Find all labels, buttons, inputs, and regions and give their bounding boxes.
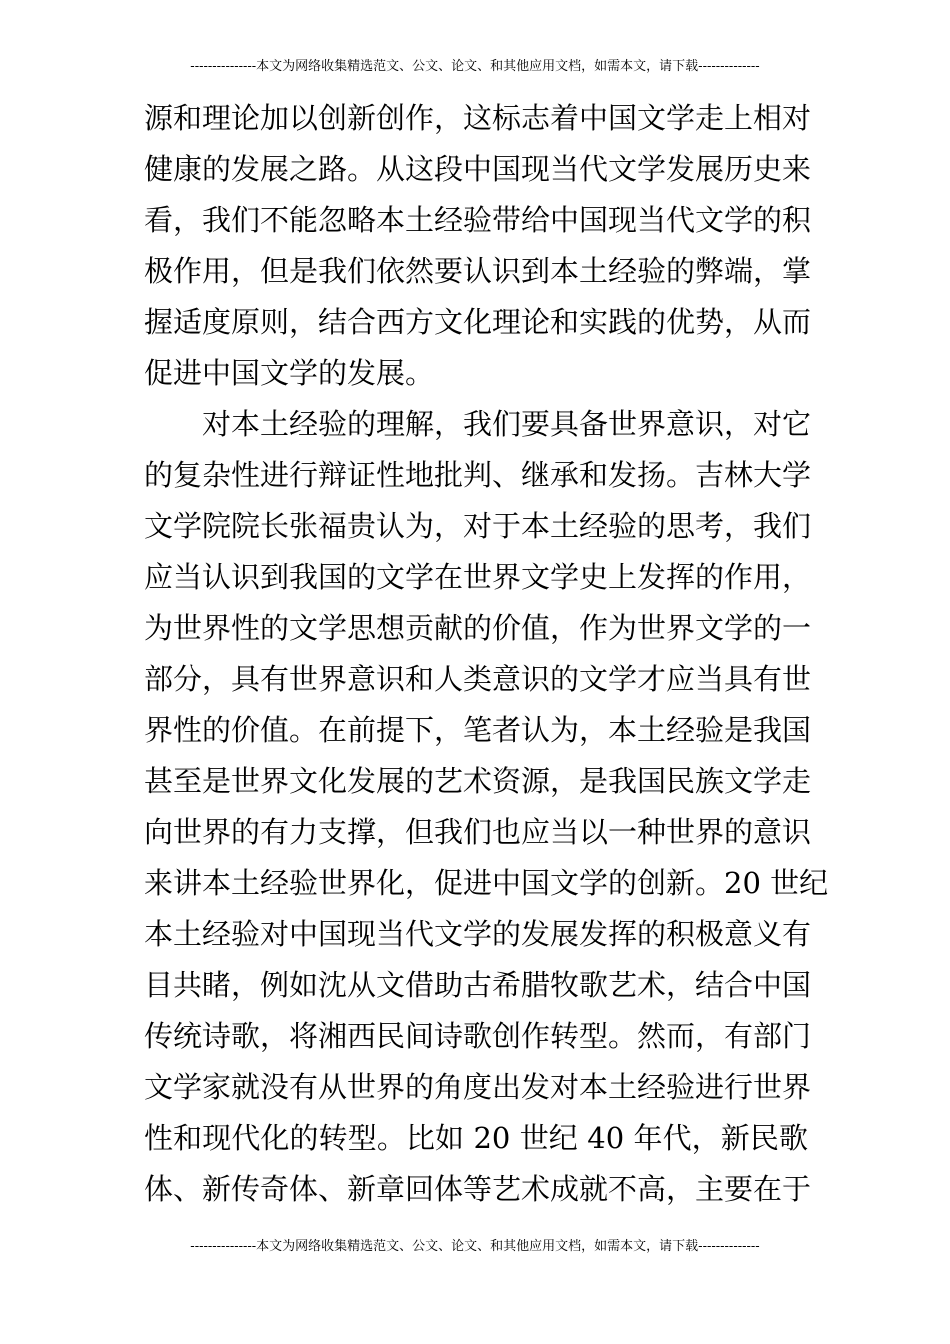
text-line: 对本土经验的理解，我们要具备世界意识，对它 — [202, 407, 812, 441]
text-line: 握适度原则，结合西方文化理论和实践的优势，从而 — [144, 305, 812, 339]
text-line: 应当认识到我国的文学在世界文学史上发挥的作用， — [144, 560, 812, 594]
text-line: 来讲本土经验世界化，促进中国文学的创新。20 世纪 — [144, 866, 829, 900]
paragraph-1 — [144, 93, 812, 399]
header-banner: ---------------本文为网络收集精选范文、公文、论文、和其他应用文档，如需本文，请下载-------------- — [190, 59, 760, 74]
text-line: 性和现代化的转型。比如 20 世纪 40 年代，新民歌 — [144, 1121, 808, 1155]
text-line: 促进中国文学的发展。 — [144, 356, 435, 390]
text-line: 本土经验对中国现当代文学的发展发挥的积极意义有 — [144, 917, 812, 951]
text-line: 极作用，但是我们依然要认识到本土经验的弊端，掌 — [144, 254, 812, 288]
text-line: 看，我们不能忽略本土经验带给中国现当代文学的积 — [144, 203, 812, 237]
text-line: 的复杂性进行辩证性地批判、继承和发扬。吉林大学 — [144, 458, 812, 492]
text-line: 传统诗歌，将湘西民间诗歌创作转型。然而，有部门 — [144, 1019, 812, 1053]
text-line: 健康的发展之路。从这段中国现当代文学发展历史来 — [144, 152, 812, 186]
text-line: 为世界性的文学思想贡献的价值，作为世界文学的一 — [144, 611, 812, 645]
text-line: 体、新传奇体、新章回体等艺术成就不高，主要在于 — [144, 1172, 812, 1206]
text-line: 源和理论加以创新创作，这标志着中国文学走上相对 — [144, 101, 812, 135]
footer-banner: ---------------本文为网络收集精选范文、公文、论文、和其他应用文档，如需本文，请下载-------------- — [190, 1239, 760, 1254]
paragraph-2 — [144, 399, 829, 1215]
text-line: 甚至是世界文化发展的艺术资源，是我国民族文学走 — [144, 764, 812, 798]
text-line: 目共睹，例如沈从文借助古希腊牧歌艺术，结合中国 — [144, 968, 812, 1002]
text-line: 界性的价值。在前提下，笔者认为，本土经验是我国 — [144, 713, 812, 747]
text-line: 部分，具有世界意识和人类意识的文学才应当具有世 — [144, 662, 812, 696]
text-line: 向世界的有力支撑，但我们也应当以一种世界的意识 — [144, 815, 812, 849]
text-line: 文学家就没有从世界的角度出发对本土经验进行世界 — [144, 1070, 812, 1104]
text-line: 文学院院长张福贵认为，对于本土经验的思考，我们 — [144, 509, 812, 543]
document-body — [144, 93, 829, 1215]
